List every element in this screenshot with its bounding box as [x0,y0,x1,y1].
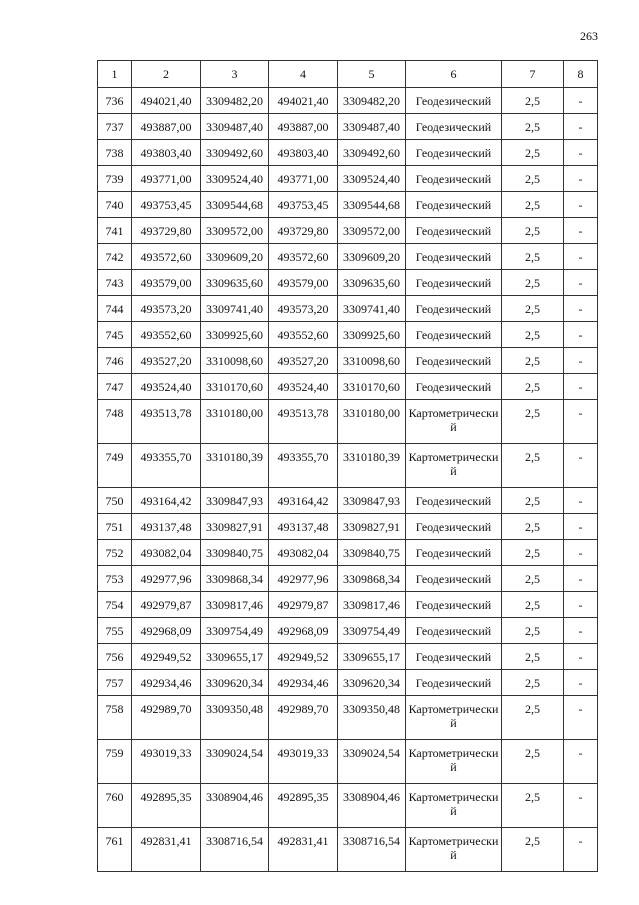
y-coordinate-cell: 3309741,40 [338,296,406,322]
y-coordinate-cell: 3309609,20 [338,244,406,270]
note-cell: - [564,192,598,218]
point-number-cell: 748 [98,400,132,444]
note-cell: - [564,696,598,740]
point-number-cell: 758 [98,696,132,740]
y-coordinate-cell: 3309492,60 [338,140,406,166]
point-number-cell: 754 [98,592,132,618]
accuracy-cell: 2,5 [502,322,564,348]
method-cell: Геодезический [406,514,502,540]
coordinates-table [97,60,598,872]
accuracy-cell: 2,5 [502,192,564,218]
y-coordinate-cell: 3309925,60 [201,322,269,348]
note-cell: - [564,218,598,244]
x-coordinate-cell: 493573,20 [132,296,201,322]
y-coordinate-cell: 3309024,54 [338,740,406,784]
y-coordinate-cell: 3309572,00 [201,218,269,244]
note-cell: - [564,114,598,140]
x-coordinate-cell: 492979,87 [269,592,338,618]
point-number-cell: 747 [98,374,132,400]
y-coordinate-cell: 3309817,46 [338,592,406,618]
note-cell: - [564,514,598,540]
y-coordinate-cell: 3309544,68 [338,192,406,218]
table-row [98,670,598,696]
point-number-cell: 738 [98,140,132,166]
column-header: 1 [98,61,132,88]
point-number-cell: 736 [98,88,132,114]
point-number-cell: 756 [98,644,132,670]
x-coordinate-cell: 493729,80 [269,218,338,244]
x-coordinate-cell: 493753,45 [269,192,338,218]
accuracy-cell: 2,5 [502,166,564,192]
point-number-cell: 751 [98,514,132,540]
x-coordinate-cell: 493137,48 [132,514,201,540]
note-cell: - [564,566,598,592]
y-coordinate-cell: 3309620,34 [338,670,406,696]
x-coordinate-cell: 493552,60 [269,322,338,348]
table-row [98,644,598,670]
method-cell: Картометрический [406,740,502,784]
x-coordinate-cell: 493513,78 [269,400,338,444]
x-coordinate-cell: 492831,41 [132,828,201,872]
accuracy-cell: 2,5 [502,444,564,488]
column-header: 4 [269,61,338,88]
y-coordinate-cell: 3309487,40 [338,114,406,140]
x-coordinate-cell: 493729,80 [132,218,201,244]
y-coordinate-cell: 3309817,46 [201,592,269,618]
y-coordinate-cell: 3309572,00 [338,218,406,244]
table-row [98,88,598,114]
method-cell: Геодезический [406,88,502,114]
y-coordinate-cell: 3309620,34 [201,670,269,696]
accuracy-cell: 2,5 [502,784,564,828]
column-header: 6 [406,61,502,88]
table-row [98,618,598,644]
x-coordinate-cell: 492831,41 [269,828,338,872]
accuracy-cell: 2,5 [502,374,564,400]
accuracy-cell: 2,5 [502,618,564,644]
y-coordinate-cell: 3309524,40 [201,166,269,192]
y-coordinate-cell: 3310180,00 [201,400,269,444]
column-header: 3 [201,61,269,88]
accuracy-cell: 2,5 [502,592,564,618]
point-number-cell: 760 [98,784,132,828]
x-coordinate-cell: 493887,00 [269,114,338,140]
x-coordinate-cell: 493355,70 [132,444,201,488]
point-number-cell: 740 [98,192,132,218]
method-cell: Картометрический [406,400,502,444]
note-cell: - [564,270,598,296]
x-coordinate-cell: 493164,42 [269,488,338,514]
note-cell: - [564,644,598,670]
point-number-cell: 742 [98,244,132,270]
x-coordinate-cell: 493019,33 [132,740,201,784]
y-coordinate-cell: 3310170,60 [338,374,406,400]
column-header: 2 [132,61,201,88]
accuracy-cell: 2,5 [502,88,564,114]
table-row [98,296,598,322]
table-row [98,192,598,218]
accuracy-cell: 2,5 [502,270,564,296]
accuracy-cell: 2,5 [502,540,564,566]
x-coordinate-cell: 493527,20 [132,348,201,374]
accuracy-cell: 2,5 [502,218,564,244]
note-cell: - [564,166,598,192]
y-coordinate-cell: 3309524,40 [338,166,406,192]
point-number-cell: 761 [98,828,132,872]
method-cell: Геодезический [406,296,502,322]
note-cell: - [564,374,598,400]
y-coordinate-cell: 3309655,17 [338,644,406,670]
x-coordinate-cell: 494021,40 [132,88,201,114]
method-cell: Геодезический [406,114,502,140]
y-coordinate-cell: 3309847,93 [201,488,269,514]
x-coordinate-cell: 493572,60 [132,244,201,270]
x-coordinate-cell: 493572,60 [269,244,338,270]
x-coordinate-cell: 493513,78 [132,400,201,444]
point-number-cell: 745 [98,322,132,348]
y-coordinate-cell: 3309868,34 [338,566,406,592]
method-cell: Геодезический [406,374,502,400]
table-row [98,488,598,514]
method-cell: Геодезический [406,270,502,296]
method-cell: Геодезический [406,218,502,244]
x-coordinate-cell: 492949,52 [269,644,338,670]
y-coordinate-cell: 3308904,46 [338,784,406,828]
x-coordinate-cell: 492895,35 [132,784,201,828]
x-coordinate-cell: 492977,96 [269,566,338,592]
method-cell: Картометрический [406,828,502,872]
table-row [98,592,598,618]
x-coordinate-cell: 492949,52 [132,644,201,670]
accuracy-cell: 2,5 [502,348,564,374]
table-row [98,784,598,828]
y-coordinate-cell: 3309655,17 [201,644,269,670]
y-coordinate-cell: 3309487,40 [201,114,269,140]
point-number-cell: 752 [98,540,132,566]
x-coordinate-cell: 492934,46 [269,670,338,696]
x-coordinate-cell: 493579,00 [132,270,201,296]
accuracy-cell: 2,5 [502,296,564,322]
y-coordinate-cell: 3308716,54 [338,828,406,872]
method-cell: Геодезический [406,618,502,644]
method-cell: Картометрический [406,696,502,740]
y-coordinate-cell: 3310180,39 [201,444,269,488]
note-cell: - [564,618,598,644]
point-number-cell: 757 [98,670,132,696]
y-coordinate-cell: 3309482,20 [201,88,269,114]
column-header: 8 [564,61,598,88]
x-coordinate-cell: 492895,35 [269,784,338,828]
x-coordinate-cell: 492934,46 [132,670,201,696]
note-cell: - [564,828,598,872]
x-coordinate-cell: 493552,60 [132,322,201,348]
method-cell: Картометрический [406,784,502,828]
y-coordinate-cell: 3309635,60 [338,270,406,296]
point-number-cell: 737 [98,114,132,140]
y-coordinate-cell: 3309754,49 [338,618,406,644]
y-coordinate-cell: 3309847,93 [338,488,406,514]
table-row [98,244,598,270]
y-coordinate-cell: 3309609,20 [201,244,269,270]
table-row [98,540,598,566]
note-cell: - [564,740,598,784]
table-body [98,88,598,872]
point-number-cell: 739 [98,166,132,192]
method-cell: Геодезический [406,540,502,566]
table-row [98,140,598,166]
method-cell: Геодезический [406,322,502,348]
y-coordinate-cell: 3309827,91 [338,514,406,540]
x-coordinate-cell: 493573,20 [269,296,338,322]
y-coordinate-cell: 3309482,20 [338,88,406,114]
x-coordinate-cell: 493771,00 [269,166,338,192]
note-cell: - [564,488,598,514]
accuracy-cell: 2,5 [502,740,564,784]
x-coordinate-cell: 494021,40 [269,88,338,114]
x-coordinate-cell: 493164,42 [132,488,201,514]
table-row [98,166,598,192]
method-cell: Геодезический [406,166,502,192]
accuracy-cell: 2,5 [502,828,564,872]
table-row [98,444,598,488]
method-cell: Геодезический [406,192,502,218]
y-coordinate-cell: 3309350,48 [201,696,269,740]
method-cell: Геодезический [406,592,502,618]
x-coordinate-cell: 493082,04 [269,540,338,566]
note-cell: - [564,592,598,618]
x-coordinate-cell: 492989,70 [269,696,338,740]
x-coordinate-cell: 492968,09 [132,618,201,644]
note-cell: - [564,444,598,488]
note-cell: - [564,348,598,374]
x-coordinate-cell: 493082,04 [132,540,201,566]
note-cell: - [564,244,598,270]
y-coordinate-cell: 3309350,48 [338,696,406,740]
table-row [98,514,598,540]
y-coordinate-cell: 3309544,68 [201,192,269,218]
table-row [98,828,598,872]
table-row [98,696,598,740]
accuracy-cell: 2,5 [502,244,564,270]
table-row [98,114,598,140]
method-cell: Геодезический [406,488,502,514]
page-number: 263 [580,29,598,43]
x-coordinate-cell: 493355,70 [269,444,338,488]
note-cell: - [564,322,598,348]
y-coordinate-cell: 3309635,60 [201,270,269,296]
table-row [98,348,598,374]
note-cell: - [564,88,598,114]
x-coordinate-cell: 492977,96 [132,566,201,592]
y-coordinate-cell: 3308904,46 [201,784,269,828]
x-coordinate-cell: 492989,70 [132,696,201,740]
x-coordinate-cell: 493803,40 [269,140,338,166]
y-coordinate-cell: 3310170,60 [201,374,269,400]
x-coordinate-cell: 493524,40 [269,374,338,400]
x-coordinate-cell: 493527,20 [269,348,338,374]
method-cell: Картометрический [406,444,502,488]
accuracy-cell: 2,5 [502,400,564,444]
table-row [98,270,598,296]
table-row [98,740,598,784]
point-number-cell: 755 [98,618,132,644]
y-coordinate-cell: 3309925,60 [338,322,406,348]
y-coordinate-cell: 3310098,60 [201,348,269,374]
x-coordinate-cell: 493019,33 [269,740,338,784]
accuracy-cell: 2,5 [502,670,564,696]
y-coordinate-cell: 3309492,60 [201,140,269,166]
method-cell: Геодезический [406,244,502,270]
table-row [98,218,598,244]
table-row [98,322,598,348]
x-coordinate-cell: 493579,00 [269,270,338,296]
method-cell: Геодезический [406,566,502,592]
table-header-row [98,61,598,88]
accuracy-cell: 2,5 [502,566,564,592]
x-coordinate-cell: 492968,09 [269,618,338,644]
note-cell: - [564,784,598,828]
method-cell: Геодезический [406,348,502,374]
table-row [98,566,598,592]
y-coordinate-cell: 3309868,34 [201,566,269,592]
method-cell: Геодезический [406,140,502,166]
accuracy-cell: 2,5 [502,114,564,140]
point-number-cell: 753 [98,566,132,592]
x-coordinate-cell: 492979,87 [132,592,201,618]
note-cell: - [564,540,598,566]
accuracy-cell: 2,5 [502,140,564,166]
point-number-cell: 746 [98,348,132,374]
point-number-cell: 744 [98,296,132,322]
point-number-cell: 750 [98,488,132,514]
note-cell: - [564,140,598,166]
x-coordinate-cell: 493137,48 [269,514,338,540]
accuracy-cell: 2,5 [502,644,564,670]
x-coordinate-cell: 493803,40 [132,140,201,166]
x-coordinate-cell: 493771,00 [132,166,201,192]
y-coordinate-cell: 3310098,60 [338,348,406,374]
note-cell: - [564,670,598,696]
note-cell: - [564,296,598,322]
method-cell: Геодезический [406,670,502,696]
y-coordinate-cell: 3309024,54 [201,740,269,784]
x-coordinate-cell: 493524,40 [132,374,201,400]
y-coordinate-cell: 3309840,75 [338,540,406,566]
accuracy-cell: 2,5 [502,488,564,514]
x-coordinate-cell: 493753,45 [132,192,201,218]
table-row [98,374,598,400]
y-coordinate-cell: 3310180,39 [338,444,406,488]
y-coordinate-cell: 3309741,40 [201,296,269,322]
note-cell: - [564,400,598,444]
point-number-cell: 741 [98,218,132,244]
y-coordinate-cell: 3309827,91 [201,514,269,540]
table-row [98,400,598,444]
y-coordinate-cell: 3309754,49 [201,618,269,644]
column-header: 5 [338,61,406,88]
point-number-cell: 743 [98,270,132,296]
point-number-cell: 759 [98,740,132,784]
y-coordinate-cell: 3310180,00 [338,400,406,444]
column-header: 7 [502,61,564,88]
accuracy-cell: 2,5 [502,696,564,740]
point-number-cell: 749 [98,444,132,488]
y-coordinate-cell: 3308716,54 [201,828,269,872]
accuracy-cell: 2,5 [502,514,564,540]
x-coordinate-cell: 493887,00 [132,114,201,140]
y-coordinate-cell: 3309840,75 [201,540,269,566]
method-cell: Геодезический [406,644,502,670]
